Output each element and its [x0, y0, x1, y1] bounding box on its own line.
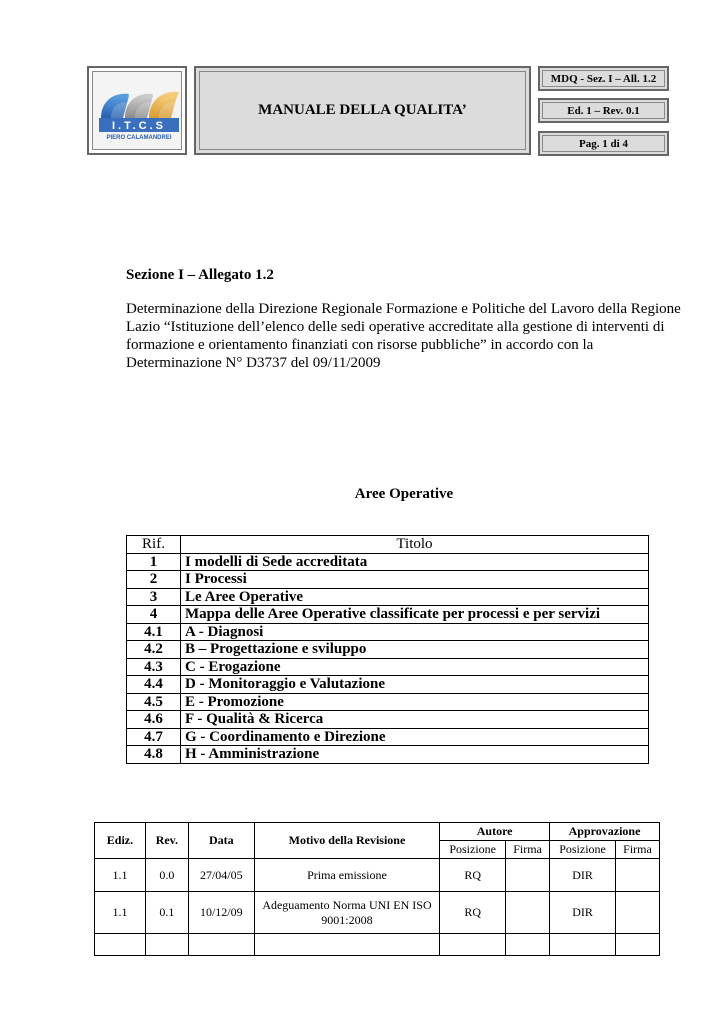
section-description: Determinazione della Direzione Regionale Formazione e Politiche del Lavoro della Regione Lazio “Istituzione dell’elenco delle sedi operative accreditate alla gestione di interventi di formazione e orientamento finanziati con risorse pubbliche” in accordo con la Determinazione N° D3737 del 09/11/2009 — [126, 301, 681, 371]
svg-text:PIERO CALAMANDREI: PIERO CALAMANDREI — [106, 135, 172, 141]
col-approvazione: Approvazione — [550, 823, 660, 841]
cell-motivo: Prima emissione — [254, 859, 439, 892]
table-row — [95, 934, 660, 956]
cell-autore-firma — [506, 934, 550, 956]
sub-autore-firma: Firma — [506, 841, 550, 859]
page-box — [538, 131, 669, 156]
row-rif: 4.5 — [127, 693, 181, 711]
cell-motivo: Adeguamento Norma UNI EN ISO 9001:2008 — [254, 892, 439, 934]
document-title: MANUALE DELLA QUALITA’ — [199, 71, 526, 150]
cell-ediz: 1.1 — [95, 859, 146, 892]
cell-data: 27/04/05 — [188, 859, 254, 892]
col-ediz: Ediz. — [95, 823, 146, 859]
svg-text:I.T.C.S: I.T.C.S — [111, 120, 167, 132]
cell-autore-posizione: RQ — [440, 892, 506, 934]
cell-motivo — [254, 934, 439, 956]
row-rif: 4.6 — [127, 711, 181, 729]
row-rif: 4 — [127, 606, 181, 624]
table-row — [127, 588, 649, 606]
row-title: G - Coordinamento e Direzione — [181, 728, 649, 746]
col-rev: Rev. — [145, 823, 188, 859]
table-row — [127, 571, 649, 589]
row-title: I Processi — [181, 571, 649, 589]
section-heading: Sezione I – Allegato 1.2 — [126, 267, 274, 283]
doc-code: MDQ - Sez. I – All. 1.2 — [542, 70, 665, 87]
cell-appr-firma — [615, 934, 659, 956]
row-title: I modelli di Sede accreditata — [181, 553, 649, 571]
table-row — [95, 892, 660, 934]
cell-autore-firma — [506, 892, 550, 934]
cell-appr-posizione: DIR — [550, 859, 616, 892]
row-rif: 4.7 — [127, 728, 181, 746]
cell-rev: 0.1 — [145, 892, 188, 934]
logo-frame — [87, 66, 187, 155]
edition: Ed. 1 – Rev. 0.1 — [542, 102, 665, 119]
cell-autore-posizione: RQ — [440, 859, 506, 892]
row-title: F - Qualità & Ricerca — [181, 711, 649, 729]
col-rif: Rif. — [127, 536, 181, 554]
cell-appr-firma — [615, 859, 659, 892]
col-title: Titolo — [181, 536, 649, 554]
col-autore: Autore — [440, 823, 550, 841]
table-header-row — [127, 536, 649, 554]
row-title: Mappa delle Aree Operative classificate per processi e per servizi — [181, 606, 649, 624]
row-title: C - Erogazione — [181, 658, 649, 676]
cell-data: 10/12/09 — [188, 892, 254, 934]
school-logo-icon — [93, 72, 185, 153]
cell-data — [188, 934, 254, 956]
doc-code-box — [538, 66, 669, 91]
table-row — [127, 641, 649, 659]
table-row — [127, 606, 649, 624]
title-frame — [194, 66, 531, 155]
cell-appr-posizione: DIR — [550, 892, 616, 934]
cell-rev — [145, 934, 188, 956]
sub-appr-posizione: Posizione — [550, 841, 616, 859]
col-data: Data — [188, 823, 254, 859]
cell-ediz — [95, 934, 146, 956]
page-number: Pag. 1 di 4 — [542, 135, 665, 152]
row-rif: 2 — [127, 571, 181, 589]
table-row — [95, 859, 660, 892]
edition-box — [538, 98, 669, 123]
row-rif: 4.4 — [127, 676, 181, 694]
areas-table — [126, 535, 649, 764]
cell-appr-posizione — [550, 934, 616, 956]
row-rif: 1 — [127, 553, 181, 571]
row-rif: 4.2 — [127, 641, 181, 659]
row-title: H - Amministrazione — [181, 746, 649, 764]
table-row — [127, 658, 649, 676]
cell-ediz: 1.1 — [95, 892, 146, 934]
row-title: D - Monitoraggio e Valutazione — [181, 676, 649, 694]
row-title: A - Diagnosi — [181, 623, 649, 641]
row-rif: 4.3 — [127, 658, 181, 676]
table-row — [127, 623, 649, 641]
revision-header-row — [95, 823, 660, 841]
row-title: E - Promozione — [181, 693, 649, 711]
table-row — [127, 553, 649, 571]
table-row — [127, 711, 649, 729]
logo — [92, 71, 182, 150]
cell-appr-firma — [615, 892, 659, 934]
row-rif: 4.1 — [127, 623, 181, 641]
row-title: Le Aree Operative — [181, 588, 649, 606]
areas-heading: Aree Operative — [354, 486, 454, 502]
sub-autore-posizione: Posizione — [440, 841, 506, 859]
col-motivo: Motivo della Revisione — [254, 823, 439, 859]
row-title: B – Progettazione e sviluppo — [181, 641, 649, 659]
table-row — [127, 728, 649, 746]
revision-table — [94, 822, 660, 956]
table-row — [127, 693, 649, 711]
cell-autore-posizione — [440, 934, 506, 956]
cell-rev: 0.0 — [145, 859, 188, 892]
row-rif: 3 — [127, 588, 181, 606]
sub-appr-firma: Firma — [615, 841, 659, 859]
table-row — [127, 746, 649, 764]
cell-autore-firma — [506, 859, 550, 892]
row-rif: 4.8 — [127, 746, 181, 764]
table-row — [127, 676, 649, 694]
